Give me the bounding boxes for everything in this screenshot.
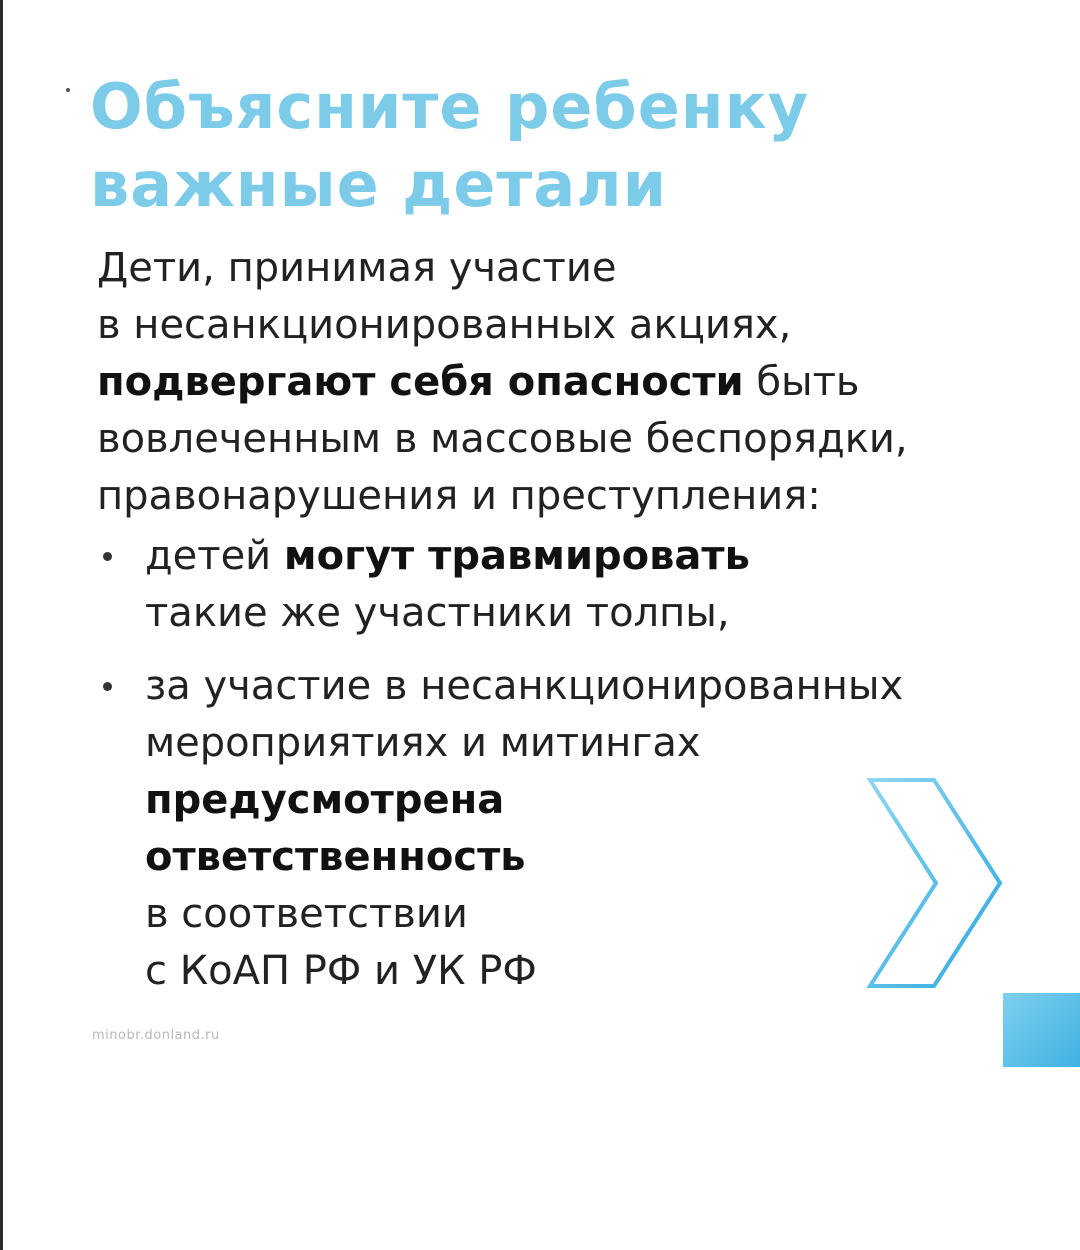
intro-line-2: в несанкционированных акциях, [97,302,792,348]
intro-emphasis: подвергают себя опасности [97,359,744,405]
intro-line-3-rest: быть [743,359,860,405]
bullet-1-line-2: такие же участники толпы, [145,590,730,636]
bullet-2-emphasis-2: ответственность [145,834,526,880]
bullet-icon [103,552,112,561]
intro-paragraph [97,240,1047,525]
speck [66,88,70,92]
bullet-1-pre: детей [145,533,284,579]
bullet-1-line-1 [145,528,1047,585]
page-border [0,0,3,1250]
intro-line-3 [97,354,1047,411]
intro-line-1: Дети, принимая участие [97,245,617,291]
list-item [97,528,1047,642]
bullet-2-line-6: с КоАП РФ и УК РФ [145,948,537,994]
source-url: minobr.donland.ru [92,1028,220,1043]
bullet-icon [103,682,112,691]
bullet-1-emphasis: могут травмировать [283,533,750,579]
page-title [90,68,990,224]
bullet-2-emphasis-1: предусмотрена [145,777,505,823]
chevron-right-icon [866,776,1006,991]
intro-line-5: правонарушения и преступления: [97,473,821,519]
decorative-square [1003,993,1080,1067]
bullet-2-line-2: мероприятиях и митингах [145,720,701,766]
bullet-2-line-1: за участие в несанкционированных [145,663,904,709]
title-line-1: Объясните ребенку [90,70,810,143]
bullet-2-line-5: в соответствии [145,891,468,937]
intro-line-4: вовлеченным в массовые беспорядки, [97,416,908,462]
title-line-2: важные детали [90,148,668,221]
